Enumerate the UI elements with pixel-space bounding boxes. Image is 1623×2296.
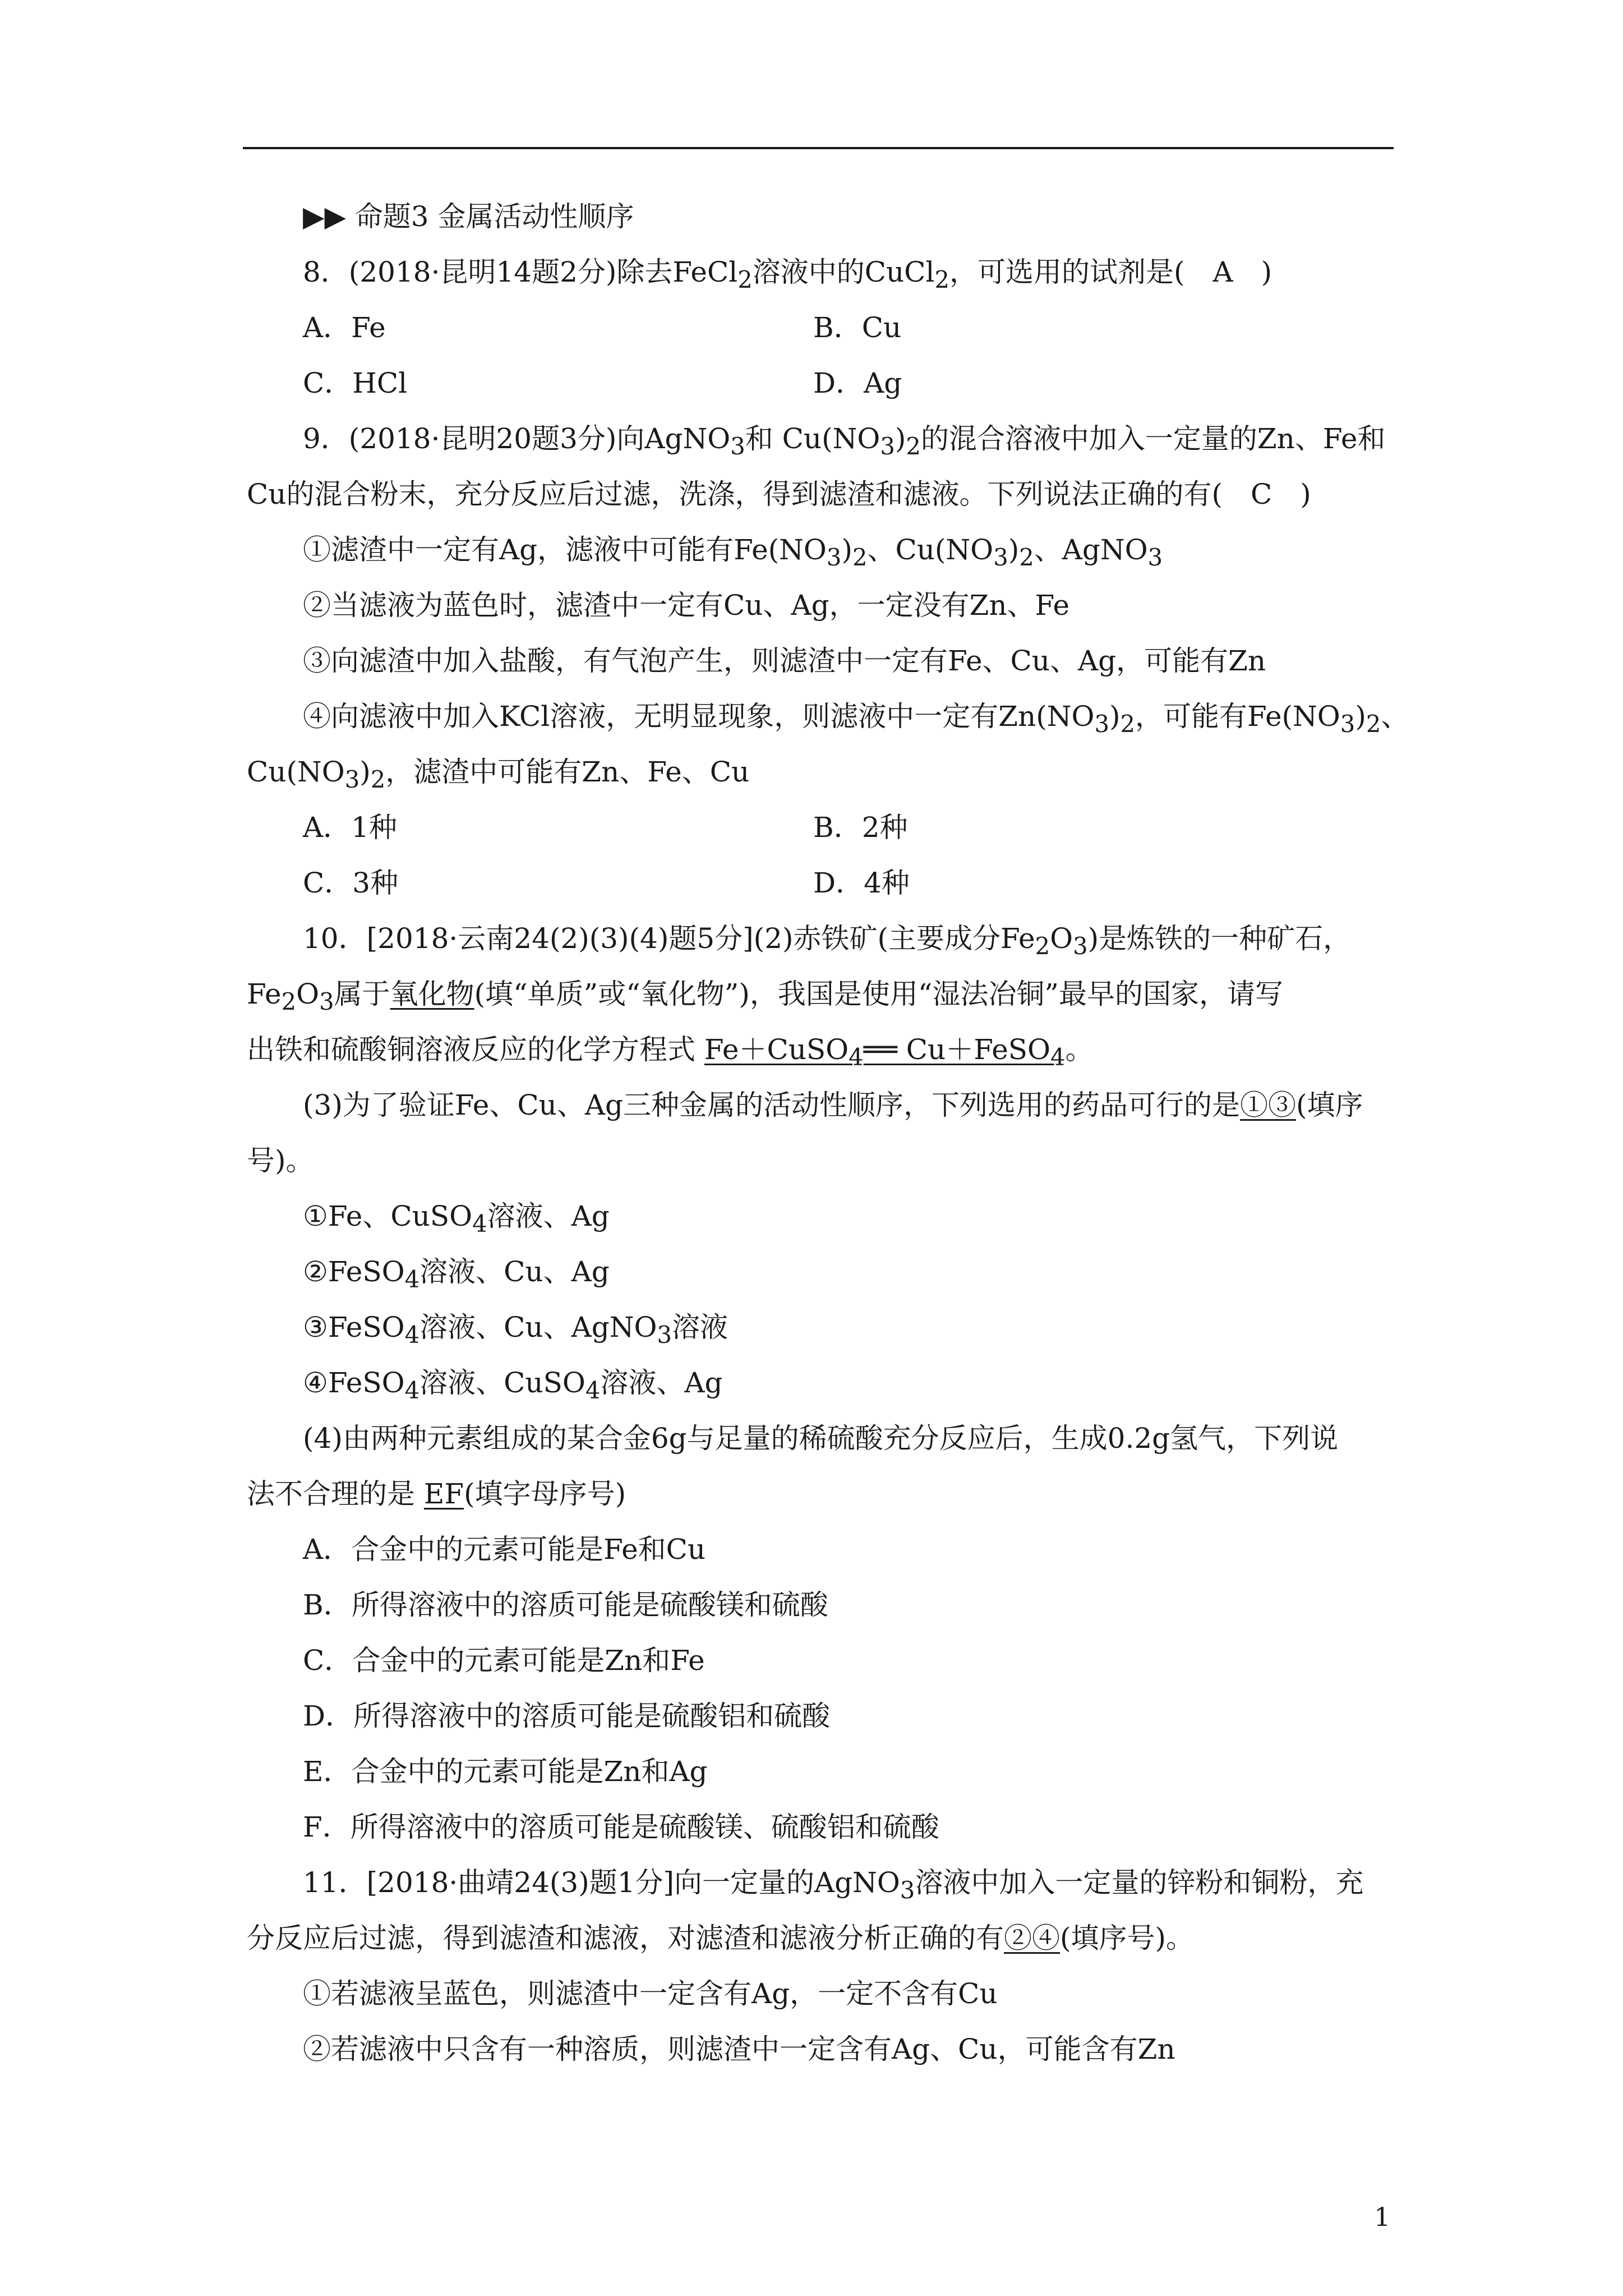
q9-statement-4: ④向滤液中加入KCl溶液，无明显现象，则滤液中一定有$Zn(NO_3)_2$，可能有$Fe(NO_3)_2$、 bbox=[303, 700, 1409, 738]
q9-option-d: D．4种 bbox=[813, 867, 910, 899]
q10-option-c: C．合金中的元素可能是Zn和Fe bbox=[303, 1644, 705, 1677]
header-rule bbox=[243, 147, 1394, 149]
q10-stem-line2: $Fe_2O_3$属于氧化物(填“单质”或“氧化物”)，我国是使用“湿法冶铜”最早的国家，请写 bbox=[247, 978, 1283, 1015]
q9-statement-1: ①滤渣中一定有Ag，滤液中可能有$Fe(NO_3)_2$、$Cu(NO_3)_2$、AgNO$_3$ bbox=[303, 533, 1163, 571]
q8-option-a: A．Fe bbox=[303, 311, 386, 344]
q9-statement-3: ③向滤渣中加入盐酸，有气泡产生，则滤渣中一定有Fe、Cu、Ag，可能有Zn bbox=[303, 645, 1266, 677]
q10-part3-line1: (3)为了验证Fe、Cu、Ag三种金属的活动性顺序，下列选用的药品可行的是①③(填序 bbox=[303, 1089, 1363, 1121]
double-arrow-icon: ▶▶ bbox=[303, 200, 346, 233]
q11-stem-line1: 11．[2018·曲靖24(3)题1分]向一定量的AgNO$_3$溶液中加入一定量的锌粉和铜粉，充 bbox=[303, 1866, 1364, 1904]
q10-part3-line2: 号)。 bbox=[247, 1144, 314, 1177]
q10-choice-2: ②FeSO$_4$溶液、Cu、Ag bbox=[303, 1255, 610, 1293]
q9-statement-2: ②当滤液为蓝色时，滤渣中一定有Cu、Ag，一定没有Zn、Fe bbox=[303, 589, 1070, 622]
q10-option-b: B．所得溶液中的溶质可能是硫酸镁和硫酸 bbox=[303, 1589, 828, 1621]
q10-choice-1: ①Fe、CuSO$_4$溶液、Ag bbox=[303, 1200, 610, 1237]
section-title: 命题3 金属活动性顺序 bbox=[354, 200, 634, 233]
q10-stem-line3: 出铁和硫酸铜溶液反应的化学方程式 Fe＋CuSO$_4$══ Cu＋FeSO$_4$。 bbox=[247, 1033, 1094, 1071]
q8-option-d: D．Ag bbox=[813, 367, 902, 399]
q10-answer-2a: 氧化物 bbox=[390, 978, 474, 1010]
q11-stem-line2: 分反应后过滤，得到滤渣和滤液，对滤渣和滤液分析正确的有②④(填序号)。 bbox=[247, 1922, 1195, 1954]
q9-option-b: B．2种 bbox=[813, 811, 908, 844]
q8-stem: 8．(2018·昆明14题2分)除去FeCl$_2$溶液中的CuCl$_2$，可选用的试剂是( A ) bbox=[303, 256, 1272, 293]
q10-part4-line2: 法不合理的是 EF(填字母序号) bbox=[247, 1478, 626, 1510]
q10-option-a: A．合金中的元素可能是Fe和Cu bbox=[303, 1533, 706, 1566]
q8-option-b: B．Cu bbox=[813, 311, 902, 344]
section-heading bbox=[303, 200, 634, 233]
q9-statement-4-cont: $Cu(NO_3)_2$，滤渣中可能有Zn、Fe、Cu bbox=[247, 756, 750, 793]
q10-choice-3: ③FeSO$_4$溶液、Cu、AgNO$_3$溶液 bbox=[303, 1311, 728, 1349]
q9-option-a: A．1种 bbox=[303, 811, 397, 844]
q10-stem-line1: 10．[2018·云南24(2)(3)(4)题5分](2)赤铁矿(主要成分$Fe_2O_3$)是炼铁的一种矿石， bbox=[303, 922, 1352, 960]
q10-answer-equation: Fe＋CuSO$_4$══ Cu＋FeSO$_4$ bbox=[704, 1033, 1066, 1071]
q9-stem-line2: Cu的混合粉末，充分反应后过滤，洗涤，得到滤渣和滤液。下列说法正确的有( C ) bbox=[247, 478, 1311, 510]
q10-part4-line1: (4)由两种元素组成的某合金6g与足量的稀硫酸充分反应后，生成0.2g氢气，下列说 bbox=[303, 1422, 1339, 1455]
q10-answer-3: ①③ bbox=[1239, 1089, 1296, 1121]
q11-answer: ②④ bbox=[1004, 1922, 1060, 1954]
q9-option-c: C．3种 bbox=[303, 867, 399, 899]
q10-option-f: F．所得溶液中的溶质可能是硫酸镁、硫酸铝和硫酸 bbox=[303, 1811, 939, 1843]
q9-stem-line1: 9．(2018·昆明20题3分)向AgNO$_3$和 $Cu(NO_3)_2$的混合溶液中加入一定量的Zn、Fe和 bbox=[303, 422, 1386, 460]
q10-answer-4: EF bbox=[423, 1478, 464, 1510]
page-number: 1 bbox=[1374, 2202, 1391, 2232]
q11-statement-2: ②若滤液中只含有一种溶质，则滤渣中一定含有Ag、Cu，可能含有Zn bbox=[303, 2033, 1175, 2065]
q11-statement-1: ①若滤液呈蓝色，则滤渣中一定含有Ag，一定不含有Cu bbox=[303, 1977, 998, 2010]
q10-choice-4: ④FeSO$_4$溶液、CuSO$_4$溶液、Ag bbox=[303, 1366, 723, 1404]
q10-option-e: E．合金中的元素可能是Zn和Ag bbox=[303, 1755, 708, 1788]
q10-option-d: D．所得溶液中的溶质可能是硫酸铝和硫酸 bbox=[303, 1700, 831, 1732]
q8-option-c: C．HCl bbox=[303, 367, 408, 399]
